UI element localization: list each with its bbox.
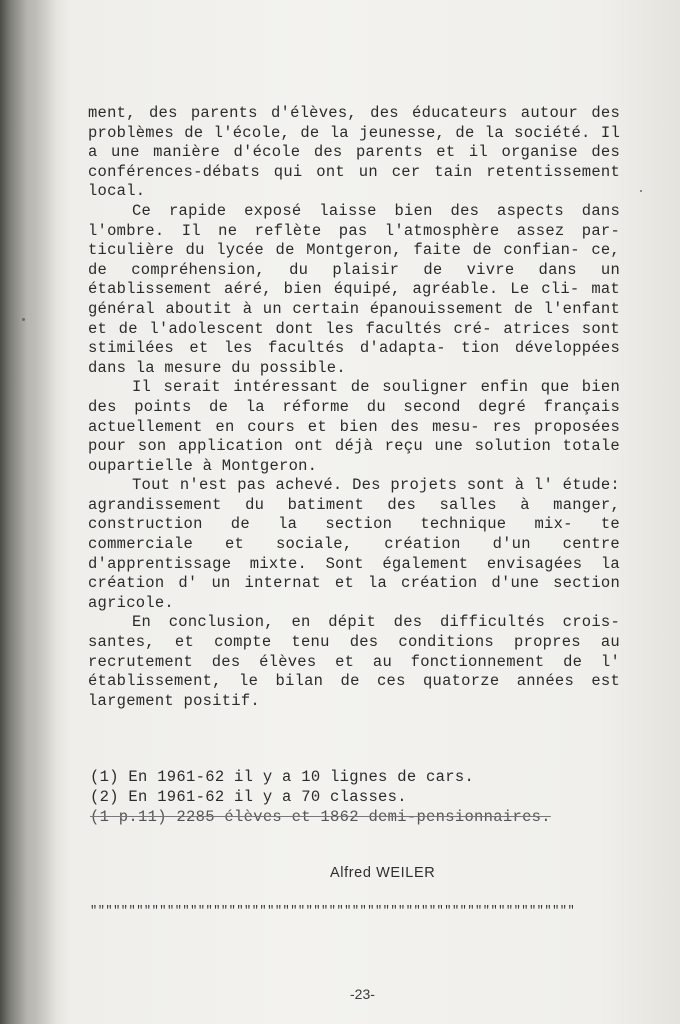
- footnote-1: (1) En 1961-62 il y a 10 lignes de cars.: [90, 768, 475, 786]
- author-signature: Alfred WEILER: [330, 865, 436, 881]
- paragraph-3: Il serait intéressant de souligner enfin que bien des points de la réforme du second degré français actuellement en cours et bien des mesu- res proposées pour son application ont déjà reçu une solution totale oupartielle à Montgeron.: [88, 378, 620, 475]
- separator-line: """"""""""""""""""""""""""""""""""""""""""""""""""""""""""""""": [90, 904, 576, 918]
- footnote-3: (1 p.11) 2285 élèves et 1862 demi-pensionnaires.: [90, 808, 551, 826]
- scan-speck: [22, 318, 25, 321]
- footnotes: [90, 767, 610, 827]
- paragraph-1: ment, des parents d'élèves, des éducateurs autour des problèmes de l'école, de la jeunesse, de la société. Il a une manière d'école des parents et il organise des conférences-débats qui ont un cer tain retentissement local.: [88, 104, 620, 201]
- footnote-2: (2) En 1961-62 il y a 70 classes.: [90, 788, 407, 806]
- scan-speck: [640, 190, 642, 192]
- body-text: [88, 104, 620, 711]
- paragraph-5: En conclusion, en dépit des difficultés crois- santes, et compte tenu des conditions propres au recrutement des élèves et au fonctionnement de l' établissement, le bilan de ces quatorze années est largement positif.: [88, 613, 620, 710]
- paragraph-4: Tout n'est pas achevé. Des projets sont à l' étude: agrandissement du batiment des salles à manger, construction de la section technique mix- te commerciale et sociale, création d'un centre d'apprentissage mixte. Sont également envisagées la création d' un internat et la création d'une section agricole.: [88, 476, 620, 612]
- book-spine-shadow: [0, 0, 56, 1024]
- paragraph-2: Ce rapide exposé laisse bien des aspects dans l'ombre. Il ne reflète pas l'atmosphère assez par- ticulière du lycée de Montgeron, faite de confian- ce, de compréhension, du plaisir de vivre dans un établissement aéré, bien équipé, agréable. Le cli- mat général aboutit à un certain épanouissement de l'enfant et de l'adolescent dont les facultés cré- atrices sont stimilées et les facultés d'adapta- tion développées dans la mesure du possible.: [88, 201, 620, 377]
- page-number: -23-: [350, 986, 375, 1002]
